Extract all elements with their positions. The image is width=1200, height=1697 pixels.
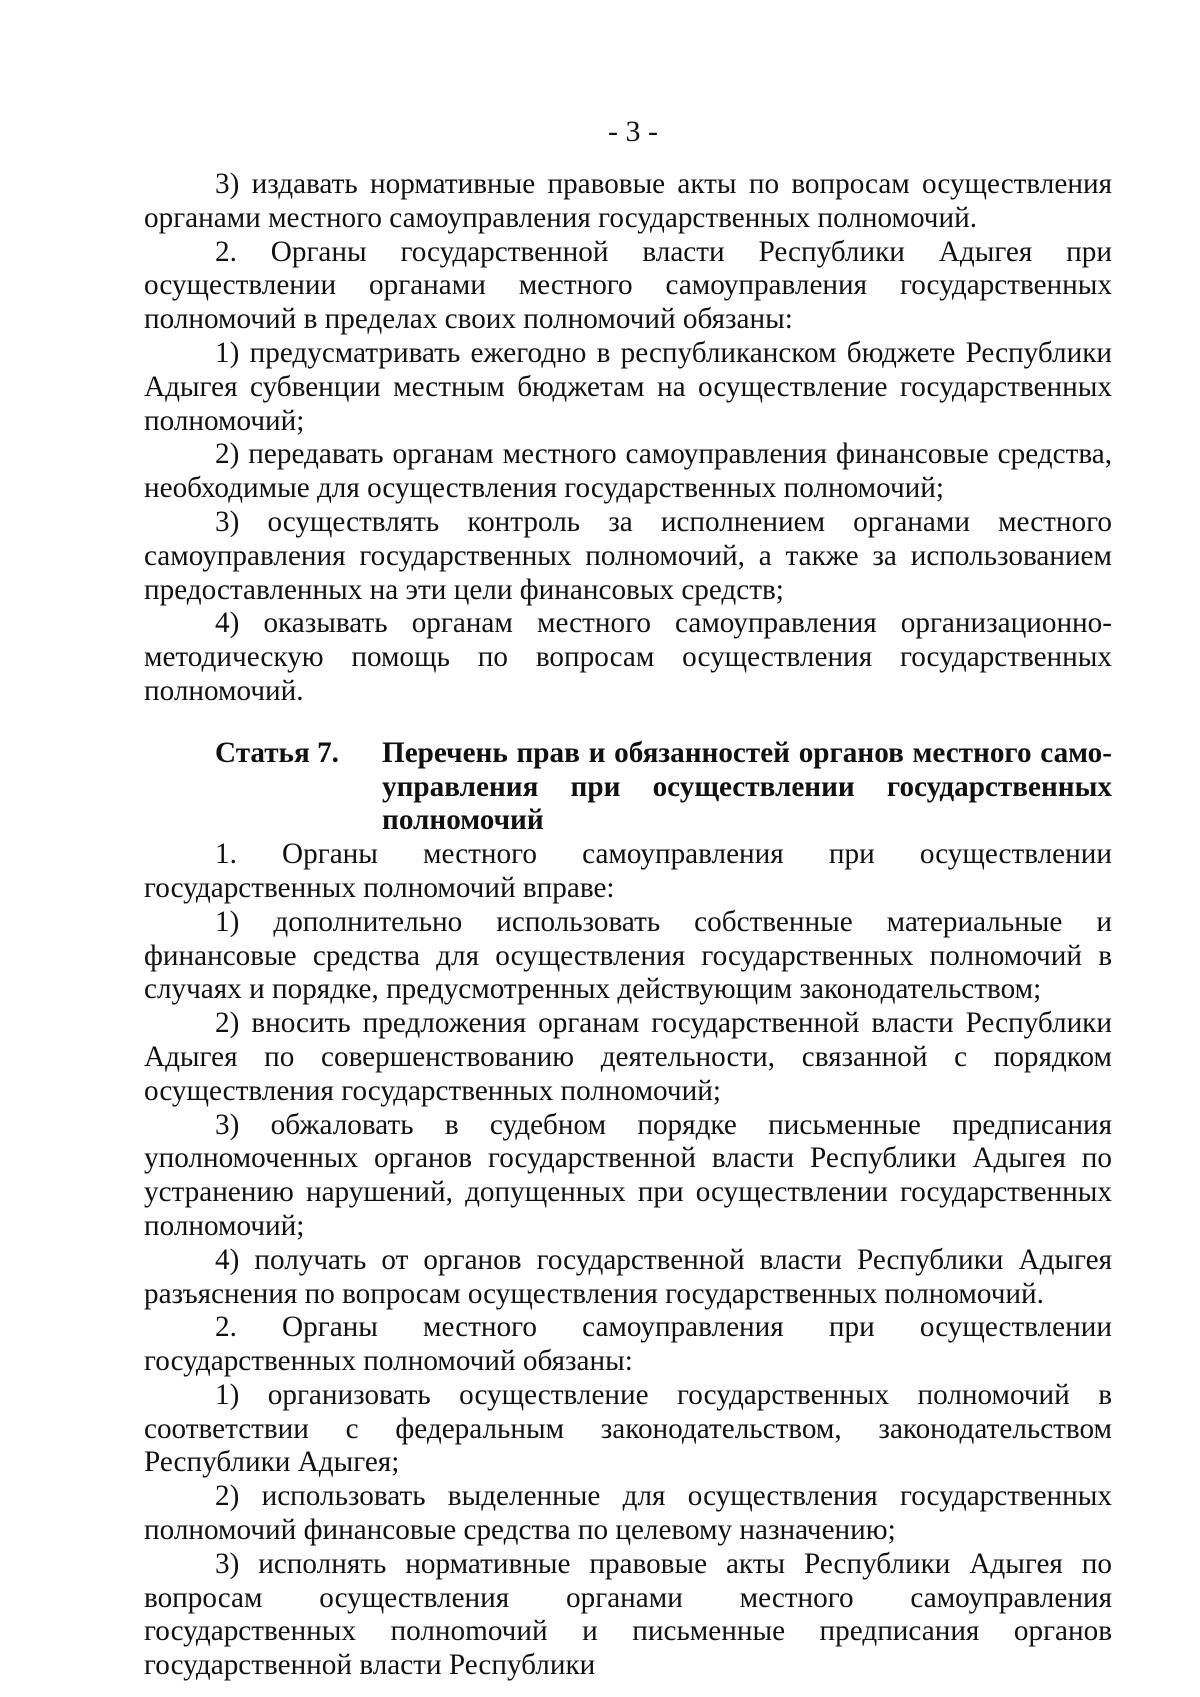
article-title: Перечень прав и обязанностей органов местного самоуправления при осуществлении государственных полномочий: [382, 736, 1112, 837]
paragraph: 3) осуществлять контроль за исполнением органами местного самоуправления государственных полномочий, а также за использованием предоставленных на эти цели финансовых средств;: [144, 505, 1112, 606]
paragraph: 2) использовать выделенные для осуществления государственных полномочий финансовые средства по целевому назначению;: [144, 1480, 1112, 1547]
paragraph: 2. Органы местного самоуправления при осуществлении государственных полномочий обязаны:: [144, 1311, 1112, 1378]
paragraph: 1) дополнительно использовать собственные материальные и финансовые средства для осуществления государственных полномочий в случаях и порядке, предусмотренных действующим законодательством;: [144, 905, 1112, 1006]
page-number: - 3 -: [608, 115, 658, 148]
paragraph: 4) оказывать органам местного самоуправления организационно-методическую помощь по вопросам осуществления государственных полномочий.: [144, 607, 1112, 707]
paragraph: 1) предусматривать ежегодно в республиканском бюджете Республики Адыгея субвенции местным бюджетам на осуществление государственных полномочий;: [144, 336, 1112, 437]
section-before: [144, 168, 1112, 709]
paragraph: 2) передавать органам местного самоуправления финансовые средства, необходимые для осуществления государственных полномочий;: [144, 438, 1112, 505]
document-page: [144, 112, 1112, 1683]
paragraph: 1) организовать осуществление государственных полномочий в соответствии с федеральным законодательством, законодательством Республики Адыгея;: [144, 1378, 1112, 1479]
paragraph: 2. Органы государственной власти Республики Адыгея при осуществлении органами местного самоуправления государственных полномочий в пределах своих полномочий обязаны:: [144, 235, 1112, 336]
article-heading: [144, 737, 1112, 838]
paragraph: 1. Органы местного самоуправления при осуществлении государственных полномочий вправе:: [144, 838, 1112, 904]
paragraph: 3) издавать нормативные правовые акты по вопросам осуществления органами местного самоуправления государственных полномочий.: [144, 168, 1112, 234]
section-after: [144, 838, 1112, 1683]
paragraph: 4) получать от органов государственной власти Республики Адыгея разъяснения по вопросам осуществления государственных полномочий.: [144, 1243, 1112, 1310]
article-label: Статья 7.: [215, 736, 339, 769]
paragraph: 3) обжаловать в судебном порядке письменные предписания уполномоченных органов государственной власти Республики Адыгея по устранению нарушений, допущенных при осуществлении государственных полномочий;: [144, 1108, 1112, 1242]
paragraph: 3) исполнять нормативные правовые акты Республики Адыгея по вопросам осуществления органами местного самоуправления государственных полноmочий и письменные предписания органов государственной власти Республики: [144, 1547, 1112, 1682]
paragraph: 2) вносить предложения органам государственной власти Республики Адыгея по совершенствованию деятельности, связанной с порядком осуществления государственных полномочий;: [144, 1007, 1112, 1107]
